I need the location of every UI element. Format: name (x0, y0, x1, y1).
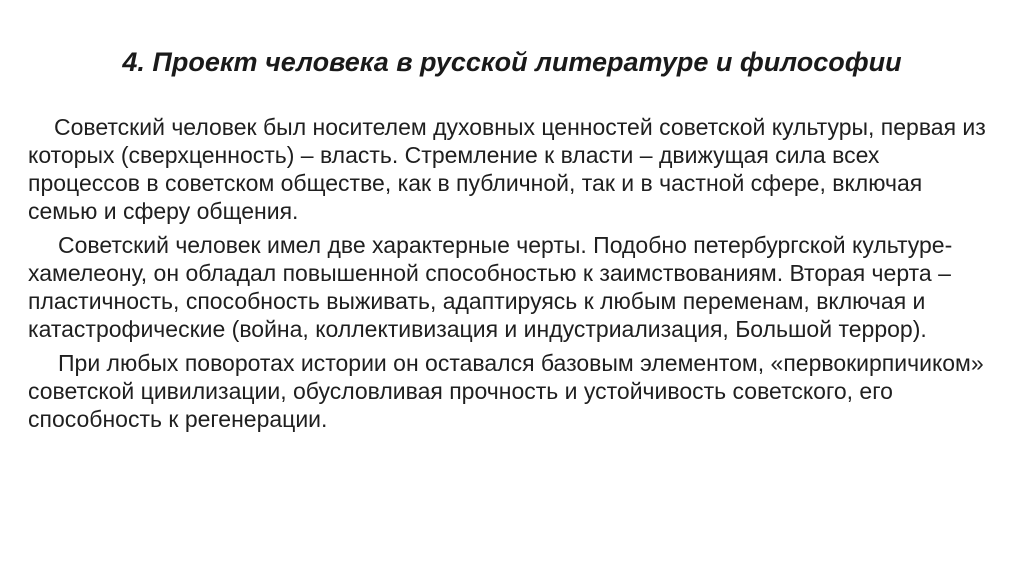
paragraph-1: Советский человек был носителем духовных ценностей советской культуры, первая из которых (сверхценность) – власть. Стремление к власти – движущая сила всех процессов в советском обществе, как в публичной, так и в частной сфере, включая семью и сферу общения. (28, 114, 986, 224)
slide-title: 4. Проект человека в русской литературе и философии (122, 47, 902, 77)
paragraph-2: Советский человек имел две характерные черты. Подобно петербургской культуре-хамелеону, он обладал повышенной способностью к заимствованиям. Вторая черта – пластичность, способность выживать, адаптируясь к любым переменам, включая и катастрофические (война, коллективизация и индустриализация, Большой террор). (28, 232, 953, 342)
paragraph-3: При любых поворотах истории он оставался базовым элементом, «первокирпичиком» советской цивилизации, обусловливая прочность и устойчивость советского, его способность к регенерации. (28, 350, 984, 432)
slide-body (28, 113, 990, 439)
